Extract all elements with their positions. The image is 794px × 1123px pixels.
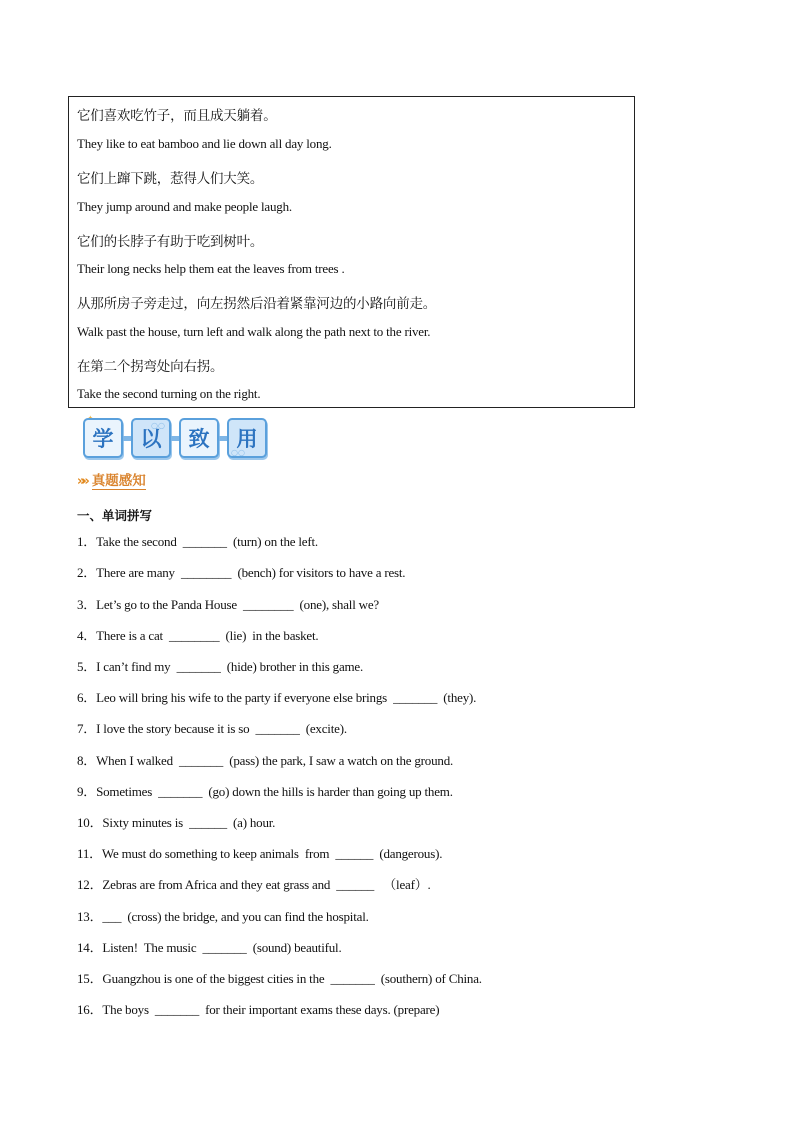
question-item: 14．Listen! The music _______ (sound) beautiful.: [77, 940, 342, 955]
translation-zh: 它们上蹿下跳，惹得人们大笑。: [77, 171, 264, 187]
section-heading: [77, 473, 146, 490]
translation-en: Their long necks help them eat the leaves from trees .: [77, 261, 345, 276]
double-chevron-icon: »»: [77, 474, 86, 489]
banner-tile: 致: [179, 418, 219, 458]
banner-tile: 以: [131, 418, 171, 458]
question-item: 4．There is a cat ________ (lie) in the basket.: [77, 628, 319, 643]
translation-en: They jump around and make people laugh.: [77, 199, 292, 214]
translation-zh: 它们的长脖子有助于吃到树叶。: [77, 234, 264, 250]
banner-tile: 学: [83, 418, 123, 458]
part-title: 一、单词拼写: [77, 508, 153, 523]
question-item: 1．Take the second _______ (turn) on the left.: [77, 534, 318, 549]
translation-en: Walk past the house, turn left and walk along the path next to the river.: [77, 324, 431, 339]
question-item: 7．I love the story because it is so _______ (excite).: [77, 721, 347, 736]
translation-en: They like to eat bamboo and lie down all day long.: [77, 136, 332, 151]
question-item: 15．Guangzhou is one of the biggest cities in the _______ (southern) of China.: [77, 971, 482, 986]
section-title: 真题感知: [91, 473, 146, 489]
question-item: 8．When I walked _______ (pass) the park, I saw a watch on the ground.: [77, 753, 454, 768]
translation-zh: 在第二个拐弯处向右拐。: [77, 359, 224, 375]
translation-zh: 从那所房子旁走过，向左拐然后沿着紧靠河边的小路向前走。: [77, 296, 437, 312]
question-item: 9．Sometimes _______ (go) down the hills is harder than going up them.: [77, 784, 453, 799]
question-item: 16．The boys _______ for their important exams these days. (prepare): [77, 1002, 440, 1017]
bubble-icon: ○○: [231, 448, 245, 457]
question-item: 6．Leo will bring his wife to the party if everyone else brings _______ (they).: [77, 690, 477, 705]
question-item: 3．Let’s go to the Panda House ________ (one), shall we?: [77, 597, 379, 612]
translation-zh: 它们喜欢吃竹子，而且成天躺着。: [77, 108, 277, 124]
question-item: 11．We must do something to keep animals from ______ (dangerous).: [77, 846, 443, 861]
question-item: 12．Zebras are from Africa and they eat grass and ______ （leaf）.: [77, 877, 431, 892]
question-item: 13．___ (cross) the bridge, and you can find the hospital.: [77, 909, 369, 924]
translation-en: Take the second turning on the right.: [77, 386, 261, 401]
question-item: 2．There are many ________ (bench) for visitors to have a rest.: [77, 565, 406, 580]
translation-box: [68, 96, 635, 408]
bubble-icon: ○○: [151, 421, 165, 430]
question-item: 10．Sixty minutes is ______ (a) hour.: [77, 815, 276, 830]
question-item: 5．I can’t find my _______ (hide) brother in this game.: [77, 659, 364, 674]
banner-tile: 用: [227, 418, 267, 458]
